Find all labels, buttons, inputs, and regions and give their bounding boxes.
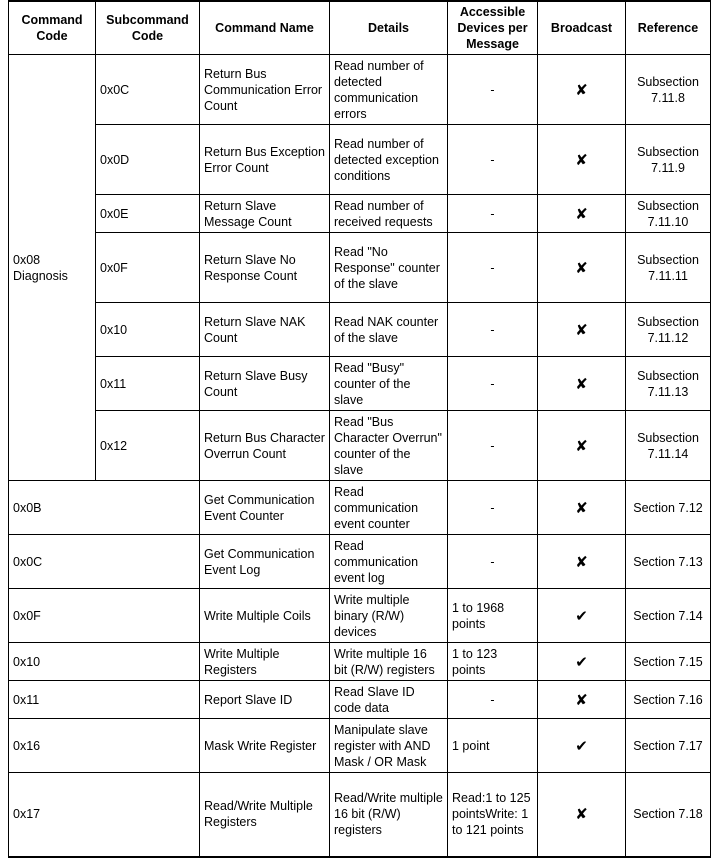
- details-cell: Read/Write multiple 16 bit (R/W) registers: [330, 773, 448, 857]
- table-row: [9, 55, 711, 125]
- table-row: [9, 481, 711, 535]
- command-code-cell: 0x0C: [9, 535, 200, 589]
- command-table: [8, 0, 711, 858]
- reference-cell: Subsection 7.11.14: [626, 411, 711, 481]
- details-cell: Read communication event log: [330, 535, 448, 589]
- accessible-cell: -: [448, 303, 538, 357]
- broadcast-cross-icon: ✘: [538, 195, 626, 233]
- details-cell: Manipulate slave register with AND Mask / OR Mask: [330, 719, 448, 773]
- table-row: [9, 589, 711, 643]
- header-accessible-devices: Accessible Devices per Message: [448, 1, 538, 55]
- command-name-cell: Return Slave No Response Count: [200, 233, 330, 303]
- details-cell: Write multiple 16 bit (R/W) registers: [330, 643, 448, 681]
- accessible-cell: Read:1 to 125 pointsWrite: 1 to 121 points: [448, 773, 538, 857]
- table-row: [9, 125, 711, 195]
- subcommand-code-cell: 0x0E: [96, 195, 200, 233]
- details-cell: Read communication event counter: [330, 481, 448, 535]
- command-name-cell: Write Multiple Registers: [200, 643, 330, 681]
- details-cell: Read "Bus Character Overrun" counter of the slave: [330, 411, 448, 481]
- accessible-cell: -: [448, 411, 538, 481]
- broadcast-cross-icon: ✘: [538, 125, 626, 195]
- subcommand-code-cell: 0x0C: [96, 55, 200, 125]
- table-row: [9, 773, 711, 857]
- table-row: [9, 535, 711, 589]
- reference-cell: Subsection 7.11.11: [626, 233, 711, 303]
- table-row: [9, 411, 711, 481]
- details-cell: Read number of detected exception conditions: [330, 125, 448, 195]
- details-cell: Read "No Response" counter of the slave: [330, 233, 448, 303]
- reference-cell: Section 7.17: [626, 719, 711, 773]
- subcommand-code-cell: 0x11: [96, 357, 200, 411]
- header-command-code: Command Code: [9, 1, 96, 55]
- accessible-cell: 1 to 123 points: [448, 643, 538, 681]
- header-row: [9, 1, 711, 55]
- broadcast-cross-icon: ✘: [538, 303, 626, 357]
- command-code-cell: 0x0F: [9, 589, 200, 643]
- command-name-cell: Get Communication Event Log: [200, 535, 330, 589]
- details-cell: Write multiple binary (R/W) devices: [330, 589, 448, 643]
- reference-cell: Section 7.12: [626, 481, 711, 535]
- command-code-cell: 0x17: [9, 773, 200, 857]
- broadcast-cross-icon: ✘: [538, 357, 626, 411]
- reference-cell: Section 7.18: [626, 773, 711, 857]
- broadcast-cross-icon: ✘: [538, 535, 626, 589]
- table-row: [9, 357, 711, 411]
- command-name-cell: Return Bus Character Overrun Count: [200, 411, 330, 481]
- broadcast-cross-icon: ✘: [538, 233, 626, 303]
- subcommand-code-cell: 0x10: [96, 303, 200, 357]
- accessible-cell: -: [448, 681, 538, 719]
- table-row: [9, 195, 711, 233]
- command-name-cell: Return Slave Busy Count: [200, 357, 330, 411]
- header-reference: Reference: [626, 1, 711, 55]
- details-cell: Read Slave ID code data: [330, 681, 448, 719]
- subcommand-code-cell: 0x0D: [96, 125, 200, 195]
- broadcast-cross-icon: ✘: [538, 55, 626, 125]
- broadcast-check-icon: ✔: [538, 589, 626, 643]
- accessible-cell: -: [448, 357, 538, 411]
- table-row: [9, 681, 711, 719]
- command-name-cell: Return Slave NAK Count: [200, 303, 330, 357]
- reference-cell: Section 7.16: [626, 681, 711, 719]
- broadcast-cross-icon: ✘: [538, 481, 626, 535]
- command-name-cell: Get Communication Event Counter: [200, 481, 330, 535]
- command-code-cell: 0x0B: [9, 481, 200, 535]
- command-name-cell: Return Slave Message Count: [200, 195, 330, 233]
- command-name-cell: Report Slave ID: [200, 681, 330, 719]
- reference-cell: Subsection 7.11.8: [626, 55, 711, 125]
- details-cell: Read NAK counter of the slave: [330, 303, 448, 357]
- reference-cell: Subsection 7.11.12: [626, 303, 711, 357]
- broadcast-cross-icon: ✘: [538, 681, 626, 719]
- header-details: Details: [330, 1, 448, 55]
- details-cell: Read "Busy" counter of the slave: [330, 357, 448, 411]
- command-name-cell: Read/Write Multiple Registers: [200, 773, 330, 857]
- broadcast-check-icon: ✔: [538, 719, 626, 773]
- command-name-cell: Write Multiple Coils: [200, 589, 330, 643]
- accessible-cell: 1 point: [448, 719, 538, 773]
- details-cell: Read number of received requests: [330, 195, 448, 233]
- table-row: [9, 719, 711, 773]
- header-command-name: Command Name: [200, 1, 330, 55]
- broadcast-cross-icon: ✘: [538, 773, 626, 857]
- details-cell: Read number of detected communication errors: [330, 55, 448, 125]
- command-code-cell: 0x16: [9, 719, 200, 773]
- broadcast-check-icon: ✔: [538, 643, 626, 681]
- accessible-cell: -: [448, 233, 538, 303]
- table-row: [9, 303, 711, 357]
- table-row: [9, 643, 711, 681]
- accessible-cell: -: [448, 125, 538, 195]
- reference-cell: Subsection 7.11.13: [626, 357, 711, 411]
- accessible-cell: -: [448, 55, 538, 125]
- table-row: [9, 233, 711, 303]
- accessible-cell: -: [448, 481, 538, 535]
- accessible-cell: -: [448, 535, 538, 589]
- command-code-cell: 0x08 Diagnosis: [9, 55, 96, 481]
- subcommand-code-cell: 0x0F: [96, 233, 200, 303]
- reference-cell: Subsection 7.11.10: [626, 195, 711, 233]
- command-name-cell: Mask Write Register: [200, 719, 330, 773]
- reference-cell: Section 7.13: [626, 535, 711, 589]
- reference-cell: Section 7.14: [626, 589, 711, 643]
- reference-cell: Section 7.15: [626, 643, 711, 681]
- header-subcommand-code: Subcommand Code: [96, 1, 200, 55]
- command-name-cell: Return Bus Exception Error Count: [200, 125, 330, 195]
- accessible-cell: -: [448, 195, 538, 233]
- command-code-cell: 0x10: [9, 643, 200, 681]
- accessible-cell: 1 to 1968 points: [448, 589, 538, 643]
- broadcast-cross-icon: ✘: [538, 411, 626, 481]
- reference-cell: Subsection 7.11.9: [626, 125, 711, 195]
- command-code-cell: 0x11: [9, 681, 200, 719]
- command-name-cell: Return Bus Communication Error Count: [200, 55, 330, 125]
- header-broadcast: Broadcast: [538, 1, 626, 55]
- subcommand-code-cell: 0x12: [96, 411, 200, 481]
